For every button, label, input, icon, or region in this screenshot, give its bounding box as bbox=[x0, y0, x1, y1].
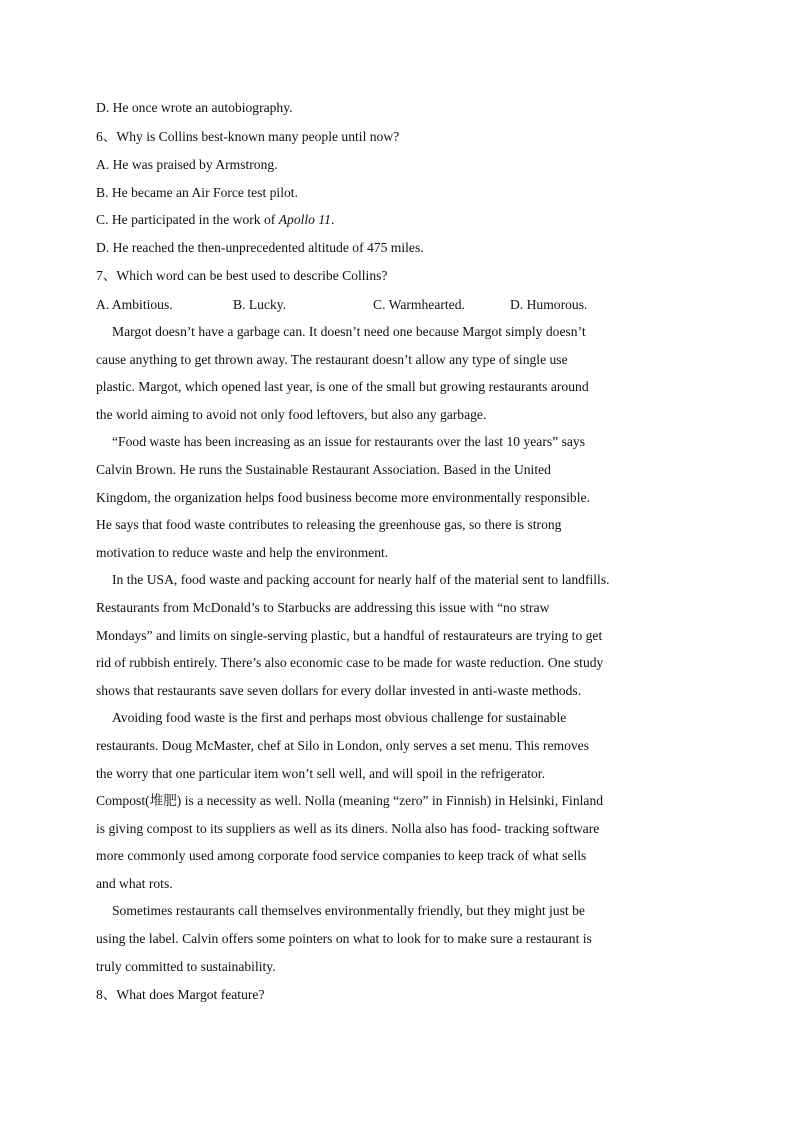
question-7-options bbox=[96, 291, 696, 319]
option-7b: B. Lucky. bbox=[233, 296, 287, 312]
paragraph-line: using the label. Calvin offers some pointers on what to look for to make sure a restaurant is bbox=[96, 931, 592, 947]
option-7c: C. Warmhearted. bbox=[373, 296, 465, 312]
paragraph-line: more commonly used among corporate food service companies to keep track of what sells bbox=[96, 848, 587, 864]
option-6a: A. He was praised by Armstrong. bbox=[96, 157, 278, 172]
paragraph-line: “Food waste has been increasing as an issue for restaurants over the last 10 years” says bbox=[112, 434, 585, 450]
page-content bbox=[96, 94, 696, 1010]
paragraph-line: Kingdom, the organization helps food business become more environmentally responsible. bbox=[96, 489, 590, 505]
question-7: 7、Which word can be best used to describe Collins? bbox=[96, 268, 388, 283]
paragraph-line: Restaurants from McDonald’s to Starbucks are addressing this issue with “no straw bbox=[96, 599, 550, 615]
option-6b: B. He became an Air Force test pilot. bbox=[96, 184, 298, 200]
option-6c-end: . bbox=[330, 212, 335, 227]
paragraph-line: Mondays” and limits on single-serving plastic, but a handful of restaurateurs are trying to get bbox=[96, 627, 603, 643]
paragraph-line: truly committed to sustainability. bbox=[96, 958, 276, 974]
paragraph-3 bbox=[96, 566, 696, 704]
paragraph-5 bbox=[96, 897, 696, 980]
paragraph-line: Calvin Brown. He runs the Sustainable Restaurant Association. Based in the United bbox=[96, 461, 551, 477]
paragraph-line: the world aiming to avoid not only food leftovers, but also any garbage. bbox=[96, 406, 487, 422]
apollo-italic: Apollo 11 bbox=[278, 212, 331, 227]
paragraph-line: and what rots. bbox=[96, 875, 173, 891]
paragraph-line: Margot doesn’t have a garbage can. It doesn’t need one because Margot simply doesn’t bbox=[112, 324, 586, 339]
paragraph-line: is giving compost to its suppliers as well as its diners. Nolla also has food- tracking software bbox=[96, 820, 600, 836]
paragraph-line: Avoiding food waste is the first and perhaps most obvious challenge for sustainable bbox=[112, 710, 567, 726]
option-7d: D. Humorous. bbox=[510, 296, 588, 312]
option-6c bbox=[96, 206, 696, 234]
paragraph-line: cause anything to get thrown away. The restaurant doesn’t allow any type of single use bbox=[96, 351, 568, 367]
option-6d: D. He reached the then-unprecedented altitude of 475 miles. bbox=[96, 239, 424, 255]
paragraph-line: Compost(堆肥) is a necessity as well. Nolla (meaning “zero” in Finnish) in Helsinki, Finland bbox=[96, 793, 604, 809]
paragraph-line: the worry that one particular item won’t sell well, and will spoil in the refrigerator. bbox=[96, 765, 545, 781]
option-5d: D. He once wrote an autobiography. bbox=[96, 100, 293, 115]
paragraph-line: restaurants. Doug McMaster, chef at Silo in London, only serves a set menu. This removes bbox=[96, 737, 590, 753]
paragraph-line: shows that restaurants save seven dollars for every dollar invested in anti-waste methods. bbox=[96, 682, 582, 698]
paragraph-line: plastic. Margot, which opened last year, is one of the small but growing restaurants around bbox=[96, 379, 589, 395]
option-6c-text: C. He participated in the work of bbox=[96, 212, 279, 227]
paragraph-line: motivation to reduce waste and help the environment. bbox=[96, 544, 389, 560]
paragraph-4 bbox=[96, 704, 696, 897]
paragraph-line: Sometimes restaurants call themselves environmentally friendly, but they might just be bbox=[112, 903, 585, 919]
paragraph-line: He says that food waste contributes to releasing the greenhouse gas, so there is strong bbox=[96, 517, 562, 533]
paragraph-1 bbox=[96, 318, 696, 428]
paragraph-line: rid of rubbish entirely. There’s also economic case to be made for waste reduction. One study bbox=[96, 655, 604, 671]
question-6: 6、Why is Collins best-known many people until now? bbox=[96, 128, 400, 144]
paragraph-2 bbox=[96, 428, 696, 566]
paragraph-line: In the USA, food waste and packing account for nearly half of the material sent to landfills. bbox=[112, 572, 610, 588]
question-8: 8、What does Margot feature? bbox=[96, 987, 265, 1003]
option-7a: A. Ambitious. bbox=[96, 296, 173, 312]
